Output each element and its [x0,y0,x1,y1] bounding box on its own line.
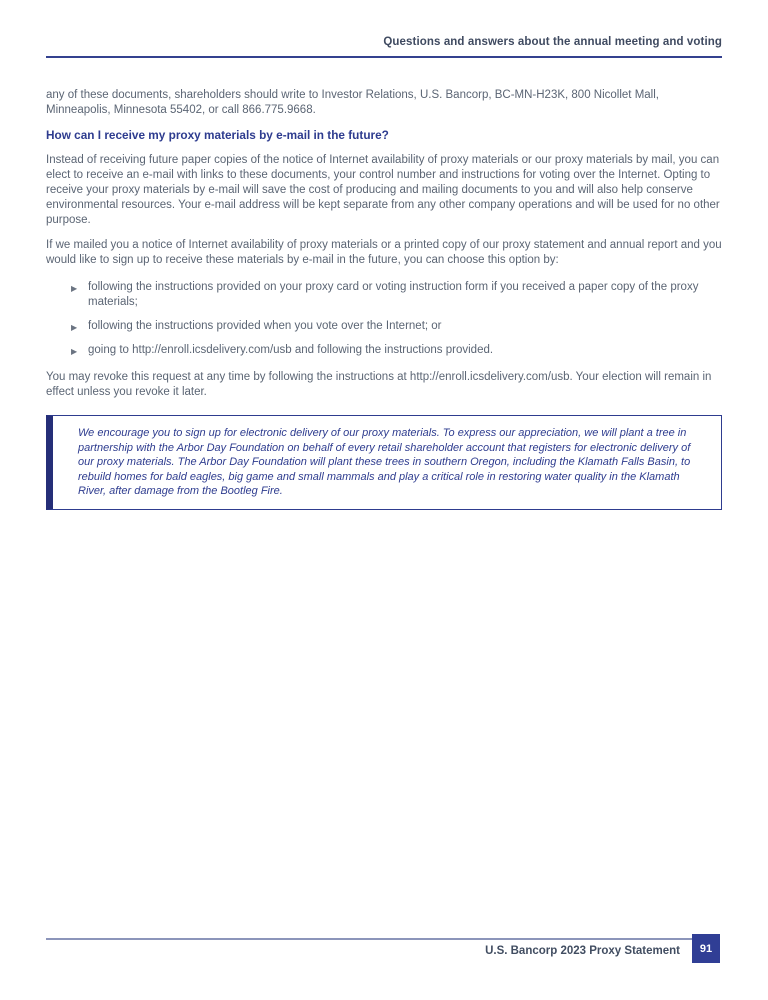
list-item-text: following the instructions provided on your proxy card or voting instruction form if you received a paper copy of the proxy materials; [88,281,699,308]
running-header-title: Questions and answers about the annual meeting and voting [383,36,722,48]
question-heading: How can I receive my proxy materials by e-mail in the future? [46,128,389,142]
intro-paragraph: any of these documents, shareholders should write to Investor Relations, U.S. Bancorp, BC-MN-H23K, 800 Nicollet Mall, Minneapolis, Minnesota 55402, or call 866.775.9668. [46,89,659,116]
footer-document-title: U.S. Bancorp 2023 Proxy Statement [485,945,680,957]
callout-text: We encourage you to sign up for electronic delivery of our proxy materials. To express our appreciation, we will plant a tree in partnership with the Arbor Day Foundation on behalf of every retail shareholder account that registers for electronic delivery of our proxy materials. The Arbor Day Foundation will plant these trees in southern Oregon, including the Klamath Falls Basin, to rebuild homes for bald eagles, big game and small mammals and play a critical role in restoring water quality in the Klamath River, after damage from the Bootleg Fire. [78,427,691,497]
triangle-bullet-icon: ▶ [71,347,78,356]
footer-rule [46,938,692,940]
list-item [46,319,722,334]
triangle-bullet-icon: ▶ [71,284,78,293]
document-body [46,88,722,510]
list-item [46,280,722,310]
header-rule [46,56,722,58]
body-paragraph-2: If we mailed you a notice of Internet availability of proxy materials or a printed copy of our proxy statement and annual report and you would like to sign up to receive these materials by e-mail in the future, you can choose this option by: [46,239,722,266]
body-paragraph-1: Instead of receiving future paper copies of the notice of Internet availability of proxy materials or our proxy materials by mail, you can elect to receive an e-mail with links to these documents, your control number and instructions for voting over the Internet. Opting to receive your proxy materials by e-mail will save the cost of producing and mailing documents to you and will also help conserve environmental resources. Your e-mail address will be kept separate from any other company operations and will be used for no other purpose. [46,154,720,226]
list-item-text: following the instructions provided when you vote over the Internet; or [88,320,442,332]
page-number: 91 [699,942,713,955]
options-bullet-list [46,280,722,358]
body-paragraph-3: You may revoke this request at any time by following the instructions at http://enroll.icsdelivery.com/usb. Your election will remain in effect unless you revoke it later. [46,371,712,398]
page-number-badge [692,934,720,963]
triangle-bullet-icon: ▶ [71,323,78,332]
electronic-delivery-callout-box [46,415,722,510]
list-item [46,343,722,358]
list-item-text: going to http://enroll.icsdelivery.com/usb and following the instructions provided. [88,344,494,356]
